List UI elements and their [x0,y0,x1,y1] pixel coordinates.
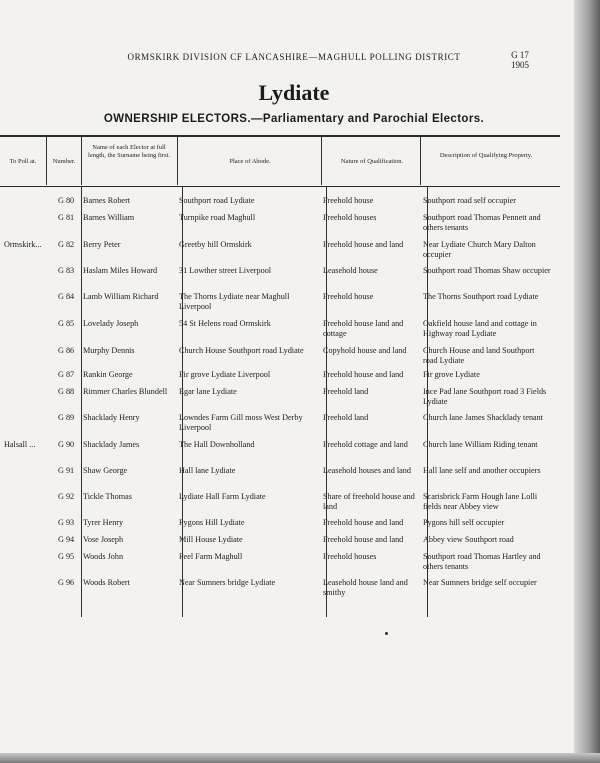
qualification-nature: Freehold house [323,196,374,205]
elector-number: G 90 [58,440,75,449]
qualification-nature: Freehold house and land [323,535,404,544]
place-of-abode: Lydiate Hall Farm Lydiate [179,492,266,501]
place-of-abode: Mill House Lydiate [179,535,243,544]
qualification-nature: Freehold cottage and land [323,440,408,449]
qualification-description: Church lane James Shacklady tenant [423,413,544,422]
elector-number: G 84 [58,292,75,301]
place-of-abode: Fir grove Lydiate Liverpool [179,370,271,379]
place-of-abode: Pygons Hill Lydiate [179,518,245,527]
col-head-poll: To Poll at. [9,158,37,165]
elector-name: Barnes William [83,213,135,222]
poll-place: Ormskirk... [4,240,42,249]
qualification-nature: Freehold houses [323,552,377,561]
place-of-abode: Southport road Lydiate [179,196,255,205]
elector-name: Berry Peter [83,240,121,249]
district-heading: ORMSKIRK DIVISION CF LANCASHIRE—MAGHULL POLLING DISTRICT [127,52,461,62]
form-code [505,50,535,70]
place-of-abode: Near Sumners bridge Lydiate [179,578,276,587]
qualification-nature: Freehold houses [323,213,377,222]
qualification-nature: Freehold house and land [323,240,404,249]
column-divider [321,137,322,185]
qualification-nature: Leasehold house land and smithy [323,578,408,597]
place-of-abode: Hall lane Lydiate [179,466,236,475]
col-head-abode: Place of Abode. [229,158,271,165]
elector-number: G 89 [58,413,75,422]
elector-name: Tyrer Henry [83,518,124,527]
table-top-rule [0,135,560,137]
column-divider [81,187,82,617]
elector-name: Tickle Thomas [83,492,132,501]
qualification-description: Southport road Thomas Pennett and others tenants [423,213,541,232]
qualification-description: Church House and land Southport road Lydiate [423,346,535,365]
qualification-description: Southport road self occupier [423,196,516,205]
column-divider [81,137,82,185]
elector-name: Lovelady Joseph [83,319,139,328]
elector-name: Barnes Robert [83,196,131,205]
qualification-description: The Thorns Southport road Lydiate [423,292,539,301]
column-divider [46,137,47,185]
qualification-description: Fir grove Lydiate [423,370,480,379]
qualification-description: Ince Pad lane Southport road 3 Fields Lydiate [423,387,547,406]
place-of-abode: 31 Lowther street Liverpool [179,266,272,275]
qualification-nature: Freehold land [323,413,369,422]
qualification-description: Near Lydiate Church Mary Dalton occupier [423,240,536,259]
elector-number: G 96 [58,578,75,587]
qualification-description: Pygons hill self occupier [423,518,505,527]
qualification-description: Near Sumners bridge self occupier [423,578,537,587]
place-of-abode: Turnpike road Maghull [179,213,256,222]
qualification-nature: Leasehold house [323,266,378,275]
place-of-abode: The Hall Downholland [179,440,255,449]
elector-number: G 93 [58,518,75,527]
elector-name: Lamb William Richard [83,292,159,301]
qualification-nature: Freehold house land and cottage [323,319,404,338]
elector-name: Woods John [83,552,124,561]
qualification-nature: Copyhold house and land [323,346,407,355]
elector-number: G 86 [58,346,75,355]
elector-number: G 92 [58,492,75,501]
place-of-abode: 54 St Helens road Ormskirk [179,319,271,328]
col-head-nature: Nature of Qualification. [340,158,404,165]
elector-number: G 87 [58,370,75,379]
elector-name: Shacklady Henry [83,413,140,422]
qualification-description: Southport road Thomas Hartley and others tenants [423,552,541,571]
elector-name: Murphy Dennis [83,346,135,355]
elector-number: G 91 [58,466,75,475]
table-header-rule [0,186,560,187]
elector-number: G 88 [58,387,75,396]
place-of-abode: The Thorns Lydiate near Maghull Liverpool [179,292,290,311]
qualification-description: Abbey view Southport road [423,535,514,544]
qualification-description: Scarisbrick Farm Hough lane Lolli fields near Abbey view [423,492,538,511]
column-divider [420,137,421,185]
qualification-description: Church lane William Riding tenant [423,440,538,449]
qualification-nature: Freehold house and land [323,370,404,379]
col-head-name: Name of each Elector at full length, the Surname being first. [88,144,170,159]
elector-number: G 95 [58,552,75,561]
form-code-label: G 17 [511,50,529,60]
col-head-description: Description of Qualifying Property. [439,152,533,159]
qualification-nature: Freehold land [323,387,369,396]
page-title: Lydiate [258,80,330,105]
elector-name: Vose Joseph [83,535,124,544]
elector-number: G 83 [58,266,75,275]
place-of-abode: Greetby hill Ormskirk [179,240,252,249]
elector-number: G 94 [58,535,75,544]
place-of-abode: Peel Farm Maghull [179,552,243,561]
elector-name: Rankin George [83,370,133,379]
register-year: 1905 [511,60,529,70]
page-bottom-shadow [0,753,600,763]
col-head-number: Number. [52,158,76,165]
elector-name: Woods Robert [83,578,130,587]
column-divider [177,137,178,185]
poll-place: Halsall ... [4,440,36,449]
elector-name: Haslam Miles Howard [83,266,158,275]
elector-name: Shaw George [83,466,128,475]
elector-number: G 82 [58,240,75,249]
place-of-abode: Lowndes Farm Gill moss West Derby Liverpool [179,413,303,432]
qualification-nature: Leasehold houses and land [323,466,411,475]
page-subtitle: OWNERSHIP ELECTORS.—Parliamentary and Parochial Electors. [103,113,485,125]
elector-number: G 80 [58,196,75,205]
qualification-nature: Freehold house [323,292,374,301]
elector-name: Shacklady James [83,440,140,449]
elector-name: Rimmer Charles Blundell [83,387,168,396]
ink-speck [385,632,388,635]
qualification-description: Oakfield house land and cottage in Highway road Lydiate [423,319,537,338]
elector-number: G 81 [58,213,75,222]
qualification-description: Southport road Thomas Shaw occupier [423,266,551,275]
qualification-description: Hall lane self and another occupiers [423,466,541,475]
elector-number: G 85 [58,319,75,328]
page-edge-shadow [574,0,600,763]
place-of-abode: Church House Southport road Lydiate [179,346,304,355]
qualification-nature: Freehold house and land [323,518,404,527]
place-of-abode: Egar lane Lydiate [179,387,237,396]
qualification-nature: Share of freehold house and land [323,492,415,511]
